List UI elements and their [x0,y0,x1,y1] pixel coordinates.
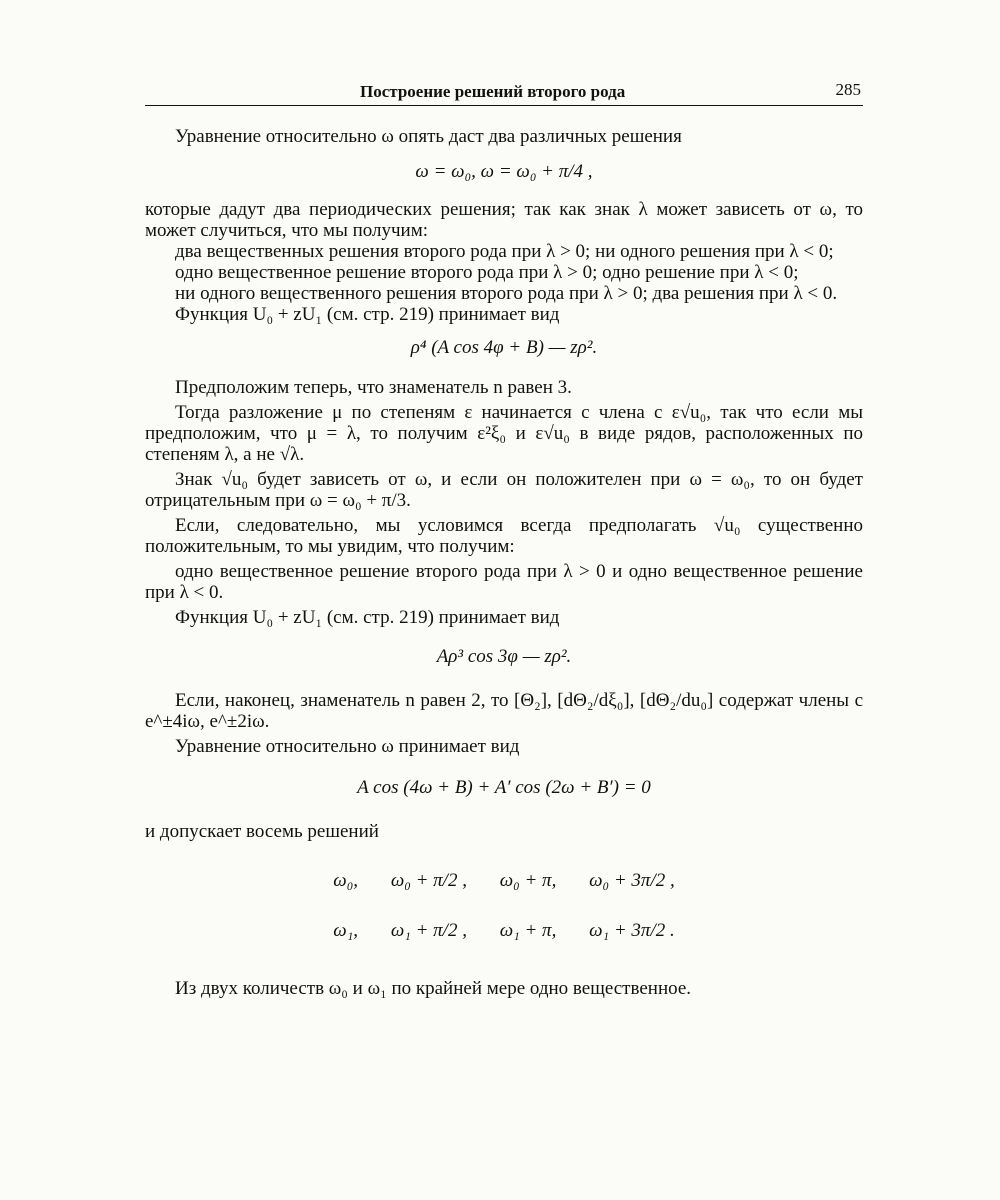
paragraph-7: Предположим теперь, что знаменатель n равен 3. [175,377,572,398]
paragraph-6: Функция U₀ + zU₁ (см. стр. 219) принимает вид [175,304,560,325]
root: ω₀ + 3π/2 , [589,870,675,891]
root: ω₁ + π/2 , [390,920,467,941]
paragraph-5: ни одного вещественного решения второго рода при λ > 0; два решения при λ < 0. [175,283,838,304]
root: ω₁ + π, [499,920,557,941]
equation-1: ω = ω₀, ω = ω₀ + π/4 , [415,161,593,182]
equation-4: A cos (4ω + B) + A′ cos (2ω + B′) = 0 [357,777,651,798]
paragraph-10: Если, следовательно, мы условимся всегда предполагать √u₀ существенно положительным, то мы увидим, что получим: [145,515,863,557]
page-number: 285 [835,80,861,99]
root: ω₁ + 3π/2 . [589,920,675,941]
paragraph-1: Уравнение относительно ω опять даст два различных решения [175,126,682,147]
root: ω₀ + π, [499,870,557,891]
paragraph-14: Уравнение относительно ω принимает вид [175,736,520,757]
root: ω₁, [333,920,359,941]
roots-row-2 [145,914,863,948]
page-body [145,126,863,999]
equation-2: ρ⁴ (A cos 4φ + B) — zρ². [410,337,598,358]
paragraph-9: Знак √u₀ будет зависеть от ω, и если он положителен при ω = ω₀, то он будет отрицательным при ω = ω₀ + π/3. [145,469,863,511]
paragraph-2: которые дадут два периодических решения; так как знак λ может зависеть от ω, то может случиться, что мы получим: [145,199,863,241]
paragraph-3: два вещественных решения второго рода при λ > 0; ни одного решения при λ < 0; [175,241,834,262]
paragraph-4: одно вещественное решение второго рода при λ > 0; одно решение при λ < 0; [175,262,799,283]
equation-3: Aρ³ cos 3φ — zρ². [436,646,572,667]
running-header [145,78,863,106]
roots-row-1 [145,864,863,898]
running-title: Построение решений второго рода [360,82,626,101]
paragraph-16: Из двух количеств ω₀ и ω₁ по крайней мере одно вещественное. [175,978,692,999]
paragraph-11: одно вещественное решение второго рода при λ > 0 и одно вещественное решение при λ < 0. [145,561,863,603]
paragraph-13: Если, наконец, знаменатель n равен 2, то [Θ₂], [dΘ₂/dξ₀], [dΘ₂/du₀] содержат члены с e^±4iω, e^±2iω. [145,690,863,732]
root: ω₀, [333,870,359,891]
root: ω₀ + π/2 , [390,870,467,891]
header-rule [145,105,863,106]
paragraph-15: и допускает восемь решений [145,821,379,842]
paragraph-8: Тогда разложение μ по степеням ε начинается с члена с ε√u₀, так что если мы предположим, что μ = λ, то получим ε²ξ₀ и ε√u₀ в виде рядов, расположенных по степеням λ, а не √λ. [145,402,863,465]
paragraph-12: Функция U₀ + zU₁ (см. стр. 219) принимает вид [175,607,560,628]
